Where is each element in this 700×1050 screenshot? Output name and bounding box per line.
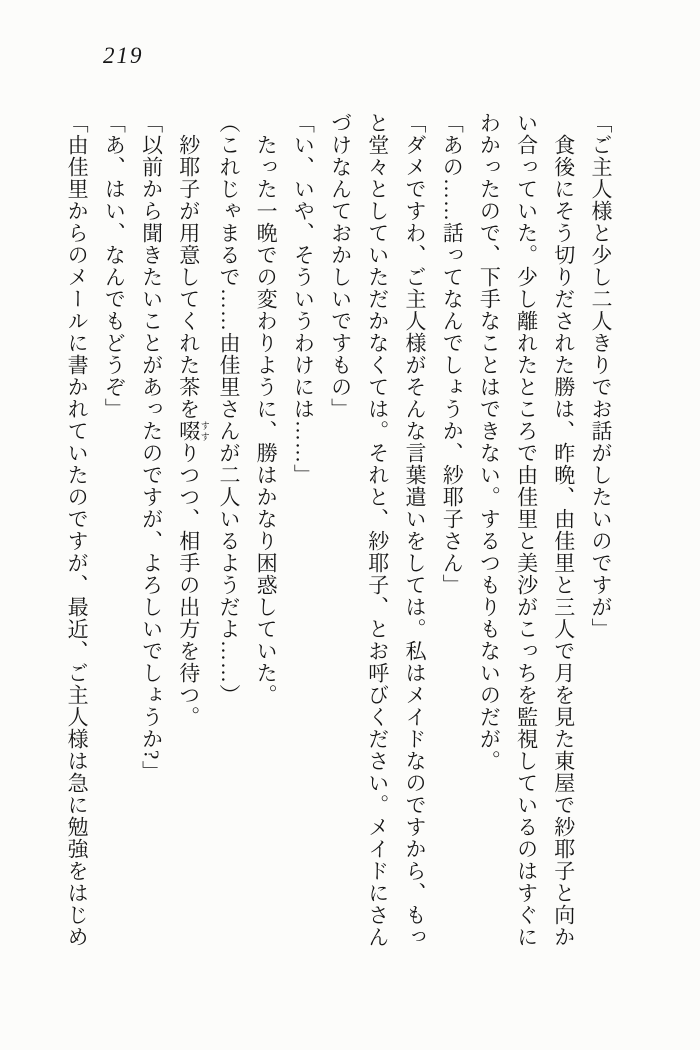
paragraph-narrative: 食後にそう切りだされた勝は、昨晩、由佳里と三人で月を見た東屋で紗耶子と向かい合っていた。少し離れたところで由佳里と美沙がこっちを監視しているのはすぐにわかったので、下手なことはできない。するつもりもないのだが。 — [477, 112, 576, 948]
paragraph-thought: （これじゃまるで……由佳里さんが二人いるようだよ……） — [216, 112, 241, 706]
text-block — [60, 112, 619, 954]
paragraph-dialogue: 「い、いや、そういうわけには……」 — [291, 112, 316, 486]
paragraph-dialogue: 「由佳里からのメールに書かれていたのですが、最近、ご主人様は急に勉強をはじめ — [65, 112, 90, 948]
paragraph-dialogue: 「ダメですわ、ご主人様がそんな言葉遣いをしては。私はメイドなのですから、もっと堂々としていただかなくては。それと、紗耶子、とお呼びください。メイドにさんづけなんておかしいですもの」 — [328, 112, 427, 948]
paragraph-dialogue: 「あ、はい、なんでもどうぞ」 — [102, 112, 127, 420]
ruby-annotated-text: 啜 すす — [176, 420, 210, 442]
paragraph-dialogue: 「あの……話ってなんでしょうか、紗耶子さん」 — [440, 112, 465, 596]
furigana: すす — [199, 420, 210, 442]
paragraph-dialogue: 「以前から聞きたいことがあったのですが、よろしいでしょうか?」 — [139, 112, 164, 783]
paragraph-dialogue: 「ご主人様と少し二人きりでお話がしたいのですが」 — [589, 112, 613, 640]
paragraph-narrative: 紗耶子が用意してくれた茶を啜 すすりつつ、相手の出方を待つ。 — [176, 134, 210, 728]
paragraph-narrative: たった一晩での変わりように、勝はかなり困惑していた。 — [254, 134, 279, 706]
page-number: 219 — [103, 43, 144, 68]
